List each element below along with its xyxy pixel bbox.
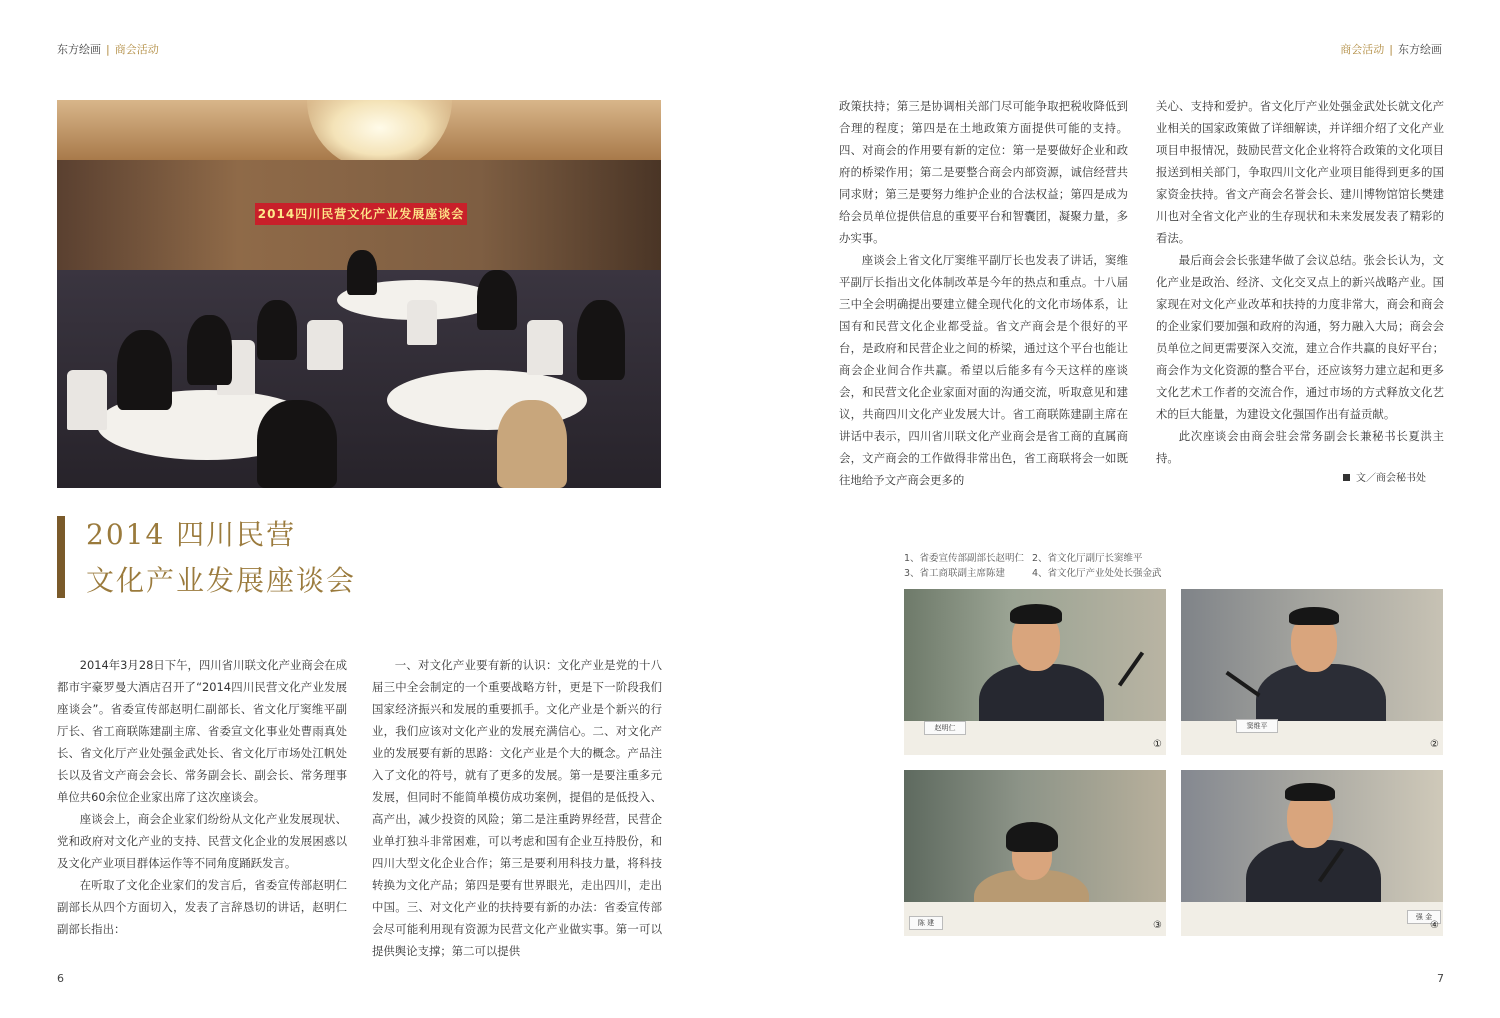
paragraph: 此次座谈会由商会驻会常务副会长兼秘书长夏洪主持。 bbox=[1156, 429, 1444, 465]
magazine-name: 东方绘画 bbox=[57, 43, 101, 56]
running-header-left bbox=[57, 41, 159, 57]
attendee bbox=[187, 315, 232, 385]
paragraph: 在听取了文化企业家们的发言后，省委宣传部赵明仁副部长从四个方面切入，发表了言辞恳切的讲话，赵明仁副部长指出： bbox=[57, 878, 347, 936]
speaker-photo-2 bbox=[1181, 589, 1443, 755]
chair bbox=[67, 370, 107, 430]
attendee bbox=[477, 270, 517, 330]
caption: 2、省文化厅副厅长窦维平 bbox=[1032, 553, 1143, 564]
photo-captions bbox=[904, 551, 1160, 581]
article-column-2 bbox=[372, 654, 662, 962]
magazine-name: 东方绘画 bbox=[1398, 43, 1442, 56]
nameplate: 赵明仁 bbox=[924, 721, 966, 735]
attendee bbox=[347, 250, 377, 295]
tablecloth bbox=[1181, 721, 1443, 755]
caption-row bbox=[904, 551, 1160, 566]
section-name: 商会活动 bbox=[114, 43, 159, 56]
running-header-right bbox=[1340, 41, 1442, 57]
paragraph: 最后商会会长张建华做了会议总结。张会长认为，文化产业是政治、经济、文化交叉点上的新兴战略产业。国家现在对文化产业改革和扶持的力度非常大，商会和商会的企业家们要加强和政府的沟通，努力融入大局；商会会员单位之间更需要深入交流，建立合作共赢的良好平台；商会作为文化资源的整合平台，还应该努力建立起和更多文化艺术工作者的交流合作，通过市场的方式释放文化艺术的巨大能量，为建设文化强国作出有益贡献。 bbox=[1156, 253, 1444, 421]
article-title bbox=[86, 512, 356, 604]
nameplate: 窦维平 bbox=[1236, 719, 1278, 733]
tablecloth bbox=[1181, 902, 1443, 936]
speaker-photo-1 bbox=[904, 589, 1166, 755]
article-title-line1: 2014 四川民营 bbox=[86, 518, 297, 551]
tablecloth bbox=[904, 902, 1166, 936]
paragraph: 政策扶持；第三是协调相关部门尽可能争取把税收降低到合理的程度；第四是在土地政策方面提供可能的支持。四、对商会的作用要有新的定位：第一是要做好企业和政府的桥梁作用；第二是要整合商会内部资源，诚信经营共同求财；第三是要努力维护企业的合法权益；第四是成为给会员单位提供信息的重要平台和智囊团，凝聚力量，多办实事。 bbox=[839, 99, 1128, 245]
title-accent-bar bbox=[57, 516, 65, 598]
chair bbox=[307, 320, 343, 370]
chair bbox=[407, 300, 437, 345]
header-divider: | bbox=[1389, 43, 1393, 56]
byline bbox=[1156, 469, 1444, 489]
caption: 3、省工商联副主席陈建 bbox=[904, 568, 1006, 579]
paragraph: 关心、支持和爱护。省文化厅产业处强金武处长就文化产业相关的国家政策做了详细解读，并详细介绍了文化产业项目申报情况，鼓励民营文化企业将符合政策的文化项目报送到相关部门，争取四川文化产业项目能得到更多的国家资金扶持。省文产商会名誉会长、建川博物馆馆长樊建川也对全省文化产业的生存现状和未来发展发表了精彩的看法。 bbox=[1156, 99, 1444, 245]
photo-number: ② bbox=[1430, 739, 1439, 750]
photo-number: ① bbox=[1153, 739, 1162, 750]
speaker-hair bbox=[1289, 607, 1339, 625]
article-column-4 bbox=[1156, 95, 1444, 489]
paragraph: 座谈会上，商会企业家们纷纷从文化产业发展现状、党和政府对文化产业的支持、民营文化企业的发展困惑以及文化产业项目群体运作等不同角度踊跃发言。 bbox=[57, 812, 347, 870]
paragraph: 2014年3月28日下午，四川省川联文化产业商会在成都市宇豪罗曼大酒店召开了“2014四川民营文化产业发展座谈会”。省委宣传部赵明仁副部长、省文化厅窦维平副厅长、省工商联陈建副主席、省委宣文化事业处曹雨真处长、省文化厅产业处强金武处长、省文化厅市场处江帆处长以及省文产商会会长、常务副会长、副会长、常务理事单位共60余位企业家出席了这次座谈会。 bbox=[57, 658, 347, 804]
speaker-hair bbox=[1010, 604, 1062, 624]
attendee bbox=[257, 300, 297, 360]
byline-text: 文／商会秘书处 bbox=[1356, 473, 1426, 484]
page-number-right: 7 bbox=[1437, 972, 1444, 985]
speaker-hair bbox=[1006, 822, 1058, 852]
article-column-3 bbox=[839, 95, 1128, 491]
speaker-photo-4 bbox=[1181, 770, 1443, 936]
caption-row bbox=[904, 566, 1160, 581]
speaker-photo-3 bbox=[904, 770, 1166, 936]
speaker-hair bbox=[1285, 783, 1335, 801]
square-bullet-icon bbox=[1343, 474, 1350, 481]
photo-number: ③ bbox=[1153, 920, 1162, 931]
header-divider: | bbox=[106, 43, 110, 56]
chair bbox=[527, 320, 563, 375]
photo-number: ④ bbox=[1430, 920, 1439, 931]
article-title-line2: 文化产业发展座谈会 bbox=[86, 564, 357, 597]
page-number-left: 6 bbox=[57, 972, 64, 985]
nameplate: 陈 建 bbox=[909, 916, 943, 930]
attendee bbox=[577, 300, 625, 380]
paragraph: 一、对文化产业要有新的认识：文化产业是党的十八届三中全会制定的一个重要战略方针，更是下一阶段我们国家经济振兴和发展的重要抓手。文化产业是个新兴的行业，我们应该对文化产业的发展充满信心。二、对文化产业的发展要有新的思路：文化产业是个大的概念。产品注入了文化的符号，就有了更多的发展。第一是要注重多元发展，但同时不能简单模仿成功案例，提倡的是低投入、高产出，减少投资的风险；第二是注重跨界经营，民营企业单打独斗非常困难，可以考虑和国有企业互持股份，和四川大型文化企业合作；第三是要利用科技力量，将科技转换为文化产品；第四是要有世界眼光，走出四川，走出中国。三、对文化产业的扶持要有新的办法：省委宣传部会尽可能利用现有资源为民营文化产业做实事。第一可以提供舆论支撑；第二可以提供 bbox=[372, 658, 662, 958]
article-column-1 bbox=[57, 654, 347, 940]
event-banner: 2014四川民营文化产业发展座谈会 bbox=[255, 203, 467, 225]
attendee bbox=[497, 400, 567, 488]
paragraph: 座谈会上省文化厅窦维平副厅长也发表了讲话，窦维平副厅长指出文化体制改革是今年的热点和重点。十八届三中全会明确提出要建立健全现代化的文化市场体系，让国有和民营文化企业都受益。省文产商会是个很好的平台，是政府和民营企业之间的桥梁，通过这个平台也能让商会企业间合作共赢。希望以后能多有今天这样的座谈会，和民营文化企业家面对面的沟通交流，听取意见和建议，共商四川文化产业发展大计。省工商联陈建副主席在讲话中表示，四川省川联文化产业商会是省工商的直属商会，文产商会的工作做得非常出色，省工商联将会一如既往地给予文产商会更多的 bbox=[839, 253, 1128, 487]
section-name: 商会活动 bbox=[1340, 43, 1385, 56]
attendee bbox=[117, 330, 172, 410]
nameplate: 强 金 bbox=[1407, 910, 1441, 924]
caption: 1、省委宣传部副部长赵明仁 bbox=[904, 553, 1025, 564]
attendee bbox=[257, 400, 337, 488]
caption: 4、省文化厅产业处处长强金武 bbox=[1032, 568, 1162, 579]
conference-hall-photo bbox=[57, 100, 661, 488]
